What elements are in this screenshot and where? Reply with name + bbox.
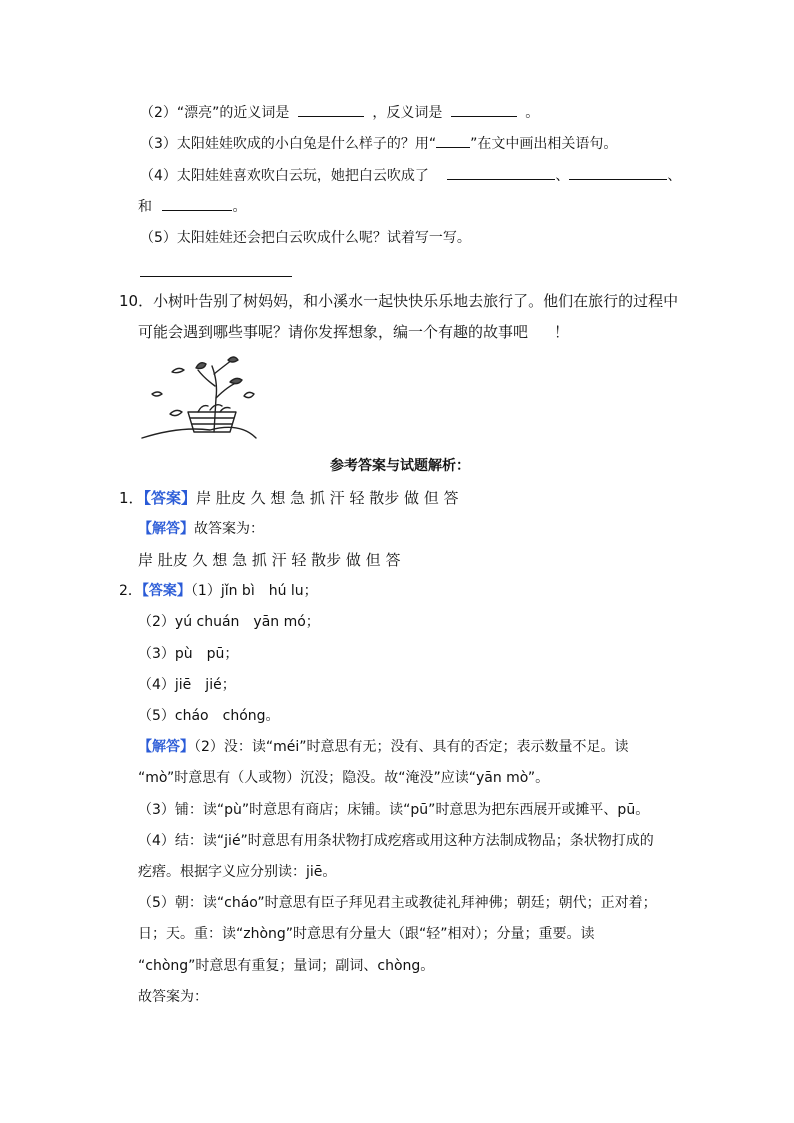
q4-blank-2[interactable] xyxy=(569,165,667,180)
a2-e3: （3）铺：读“pù”时意思有商店；床铺。读“pū”时意思为把东西展开或摊平、pū。 xyxy=(138,802,650,818)
leaf-3 xyxy=(228,357,238,362)
q2-end: 。 xyxy=(525,105,540,121)
a1-number: 1． xyxy=(119,489,144,507)
q10-line2: 可能会遇到哪些事呢？请你发挥想象，编一个有趣的故事吧 xyxy=(138,323,529,341)
a2-p3: （3）pù pū； xyxy=(138,646,239,662)
q4-sep2: 、 xyxy=(667,168,682,184)
q3-end: ”在文中画出相关语句。 xyxy=(470,136,618,152)
a1-answer-text: 岸 肚皮 久 想 急 抓 汗 轻 散步 做 但 答 xyxy=(196,489,459,507)
a2-e6: （5）朝：读“cháo”时意思有臣子拜见君主或教徒礼拜神佛；朝廷；朝代；正对着； xyxy=(138,895,657,911)
q4-blank-3[interactable] xyxy=(162,196,232,211)
a1-explain-text: 故答案为： xyxy=(194,521,264,537)
basket-leaves xyxy=(198,405,230,412)
tree-trunk xyxy=(212,366,217,432)
question-5 xyxy=(140,228,471,248)
a2-p5: （5）cháo chóng。 xyxy=(138,708,280,724)
falling-leaf-1 xyxy=(172,368,184,372)
a2-p1: （1）jǐn bì hú lu； xyxy=(190,583,318,599)
a2-e8: “chòng”时意思有重复；量词；副词、chòng。 xyxy=(138,958,435,974)
answer-2 xyxy=(119,581,318,601)
question-2 xyxy=(140,102,539,123)
basket-weave xyxy=(190,418,234,424)
a1-repeat-text: 岸 肚皮 久 想 急 抓 汗 轻 散步 做 但 答 xyxy=(138,551,401,569)
a2-number: 2． xyxy=(119,583,142,599)
question-4 xyxy=(140,165,681,186)
answer-1-repeat xyxy=(138,550,400,570)
falling-leaf-3 xyxy=(170,410,182,415)
answer-1-explain xyxy=(138,519,264,539)
q4-line2-prefix: 和 xyxy=(138,199,152,215)
a2-e5: 疙瘩。根据字义应分别读：jiē。 xyxy=(138,864,337,880)
q10-number: 10． xyxy=(119,292,154,310)
q3-prefix: （3）太阳娃娃吹成的小白兔是什么样子的？用“ xyxy=(140,136,437,152)
a2-e7: 日；天。重：读“zhòng”时意思有分量大（跟“轻”相对）；分量；重要。读 xyxy=(138,926,595,942)
a1-answer-tag: 【答案】 xyxy=(143,489,197,507)
answers-heading: 参考答案与试题解析： xyxy=(330,458,470,474)
a1-explain-tag: 【解答】 xyxy=(138,521,194,537)
a2-e1: （2）没：读“méi”时意思有无；没有、具有的否定；表示数量不足。读 xyxy=(194,739,629,755)
a2-e2: “mò”时意思有（人或物）沉没；隐没。故“淹没”应读“yān mò”。 xyxy=(138,770,550,786)
q2-mid: ，反义词是 xyxy=(372,105,443,121)
falling-leaf-2 xyxy=(152,392,162,396)
leaf-1 xyxy=(230,378,242,383)
tree-branch-top xyxy=(214,360,232,374)
a2-p4: （4）jiē jié； xyxy=(138,677,236,693)
a2-e9: 故答案为： xyxy=(138,989,208,1005)
a2-p2: （2）yú chuán yān mó； xyxy=(138,614,320,630)
falling-leaf-4 xyxy=(244,392,254,397)
tree-branch-left xyxy=(198,370,215,386)
q3-blank-mark[interactable] xyxy=(436,133,470,148)
q5-text: （5）太阳娃娃还会把白云吹成什么呢？试着写一写。 xyxy=(140,230,471,246)
q4-end: 。 xyxy=(232,199,247,215)
leaf-2 xyxy=(196,363,206,369)
question-10-line1 xyxy=(119,291,678,311)
q4-blank-1[interactable] xyxy=(447,165,555,180)
q2-blank-antonym[interactable] xyxy=(451,102,517,117)
q5-answer-line[interactable] xyxy=(140,276,292,277)
q4-sep1: 、 xyxy=(555,168,570,184)
a2-answer-tag: 【答案】 xyxy=(141,583,191,599)
q2-prefix: （2）“漂亮”的近义词是 xyxy=(140,105,290,121)
q2-blank-synonym[interactable] xyxy=(298,102,364,117)
question-4-line2 xyxy=(138,196,246,217)
q4-prefix: （4）太阳娃娃喜欢吹白云玩，她把白云吹成了 xyxy=(140,168,429,184)
a2-e4: （4）结：读“jié”时意思有用条状物打成疙瘩或用这种方法制成物品；条状物打成的 xyxy=(138,833,654,849)
answer-2-explain xyxy=(138,737,629,757)
tree-branch-right xyxy=(216,382,238,398)
question-10-line2 xyxy=(138,322,569,342)
answer-1 xyxy=(119,488,459,508)
question-3 xyxy=(140,133,617,154)
a2-explain-tag: 【解答】 xyxy=(138,739,194,755)
q10-line2-end: ！ xyxy=(554,323,570,341)
leaf-tree-illustration xyxy=(140,352,258,444)
q10-line1: 小树叶告别了树妈妈，和小溪水一起快快乐乐地去旅行了。他们在旅行的过程中 xyxy=(153,292,679,310)
